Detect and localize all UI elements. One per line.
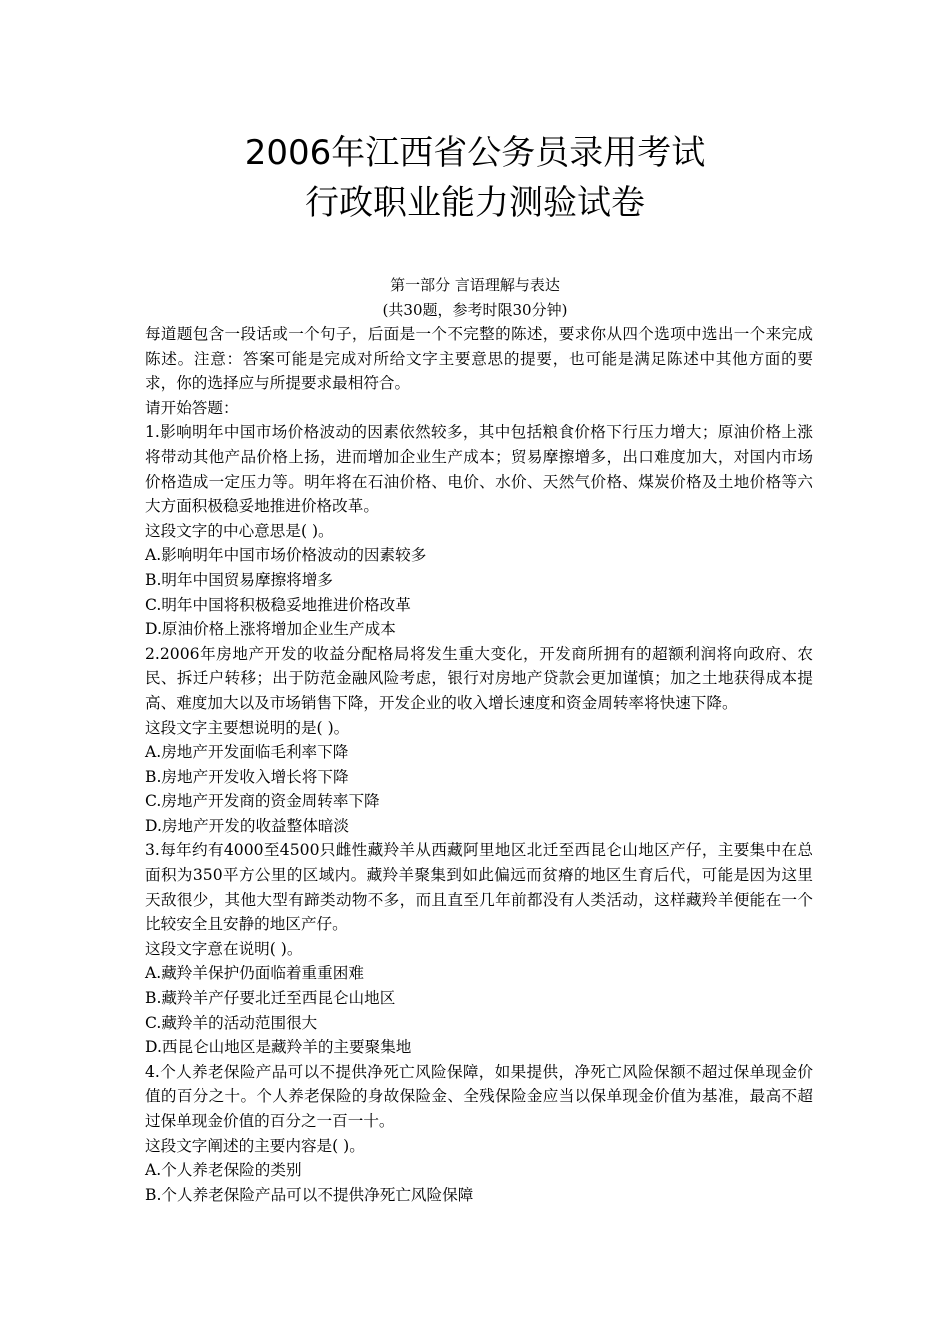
- question-3: [145, 838, 813, 1059]
- question-option: B.个人养老保险产品可以不提供净死亡风险保障: [145, 1185, 474, 1204]
- question-option: D.西昆仑山地区是藏羚羊的主要聚集地: [145, 1038, 412, 1057]
- question-stem: 这段文字主要想说明的是( )。: [145, 718, 350, 737]
- question-option: B.房地产开发收入增长将下降: [145, 767, 349, 786]
- question-passage: 4.个人养老保险产品可以不提供净死亡风险保障，如果提供，净死亡风险保额不超过保单现金价值的百分之十。个人养老保险的身故保险金、全残保险金应当以保单现金价值为基准，最高不超过保单现金价值的百分之一百一十。: [145, 1062, 813, 1130]
- question-stem: 这段文字意在说明( )。: [145, 939, 303, 958]
- question-option: C.房地产开发商的资金周转率下降: [145, 792, 380, 811]
- question-2: [145, 642, 813, 839]
- question-option: B.藏羚羊产仔要北迁至西昆仑山地区: [145, 989, 396, 1008]
- doc-title-line2: 行政职业能力测验试卷: [305, 183, 645, 223]
- instructions-start: 请开始答题：: [145, 398, 239, 417]
- doc-title-line1: 2006年江西省公务员录用考试: [244, 133, 706, 173]
- question-passage: 3.每年约有4000至4500只雌性藏羚羊从西藏阿里地区北迁至西昆仑山地区产仔，主要集中在总面积为350平方公里的区域内。藏羚羊聚集到如此偏远而贫瘠的地区生育后代，可能是因为这里天敌很少，其他大型有蹄类动物不多，而且直至几年前都没有人类活动，这样藏羚羊便能在一个比较安全且安静的地区产仔。: [145, 841, 813, 934]
- question-option: D.房地产开发的收益整体暗淡: [145, 816, 350, 835]
- question-1: [145, 420, 813, 641]
- section-note: (共30题，参考时限30分钟): [382, 301, 568, 319]
- question-option: A.藏羚羊保护仍面临着重重困难: [145, 964, 364, 983]
- question-option: A.影响明年中国市场价格波动的因素较多: [145, 546, 427, 565]
- section-title: 第一部分 言语理解与表达: [390, 276, 560, 294]
- question-stem: 这段文字的中心意思是( )。: [145, 521, 334, 540]
- instructions-text: 每道题包含一段话或一个句子，后面是一个不完整的陈述，要求你从四个选项中选出一个来完成陈述。注意：答案可能是完成对所给文字主要意思的提要，也可能是满足陈述中其他方面的要求，你的选择应与所提要求最相符合。: [145, 325, 813, 393]
- question-stem: 这段文字阐述的主要内容是( )。: [145, 1136, 365, 1155]
- question-passage: 2.2006年房地产开发的收益分配格局将发生重大变化，开发商所拥有的超额利润将向政府、农民、拆迁户转移；出于防范金融风险考虑，银行对房地产贷款会更加谨慎；加之土地获得成本提高、难度加大以及市场销售下降，开发企业的收入增长速度和资金周转率将快速下降。: [145, 644, 813, 712]
- question-option: A.个人养老保险的类别: [145, 1161, 302, 1180]
- question-option: A.房地产开发面临毛利率下降: [145, 743, 349, 762]
- question-4: [145, 1060, 813, 1208]
- question-option: C.明年中国将积极稳妥地推进价格改革: [145, 595, 411, 614]
- question-option: C.藏羚羊的活动范围很大: [145, 1013, 318, 1032]
- question-option: D.原油价格上涨将增加企业生产成本: [145, 620, 396, 639]
- question-passage: 1.影响明年中国市场价格波动的因素依然较多，其中包括粮食价格下行压力增大；原油价格上涨将带动其他产品价格上扬，进而增加企业生产成本；贸易摩擦增多，出口难度加大，对国内市场价格造成一定压力等。明年将在石油价格、电价、水价、天然气价格、煤炭价格及土地价格等六大方面积极稳妥地推进价格改革。: [145, 423, 813, 516]
- question-option: B.明年中国贸易摩擦将增多: [145, 570, 333, 589]
- document-body: [145, 322, 813, 1207]
